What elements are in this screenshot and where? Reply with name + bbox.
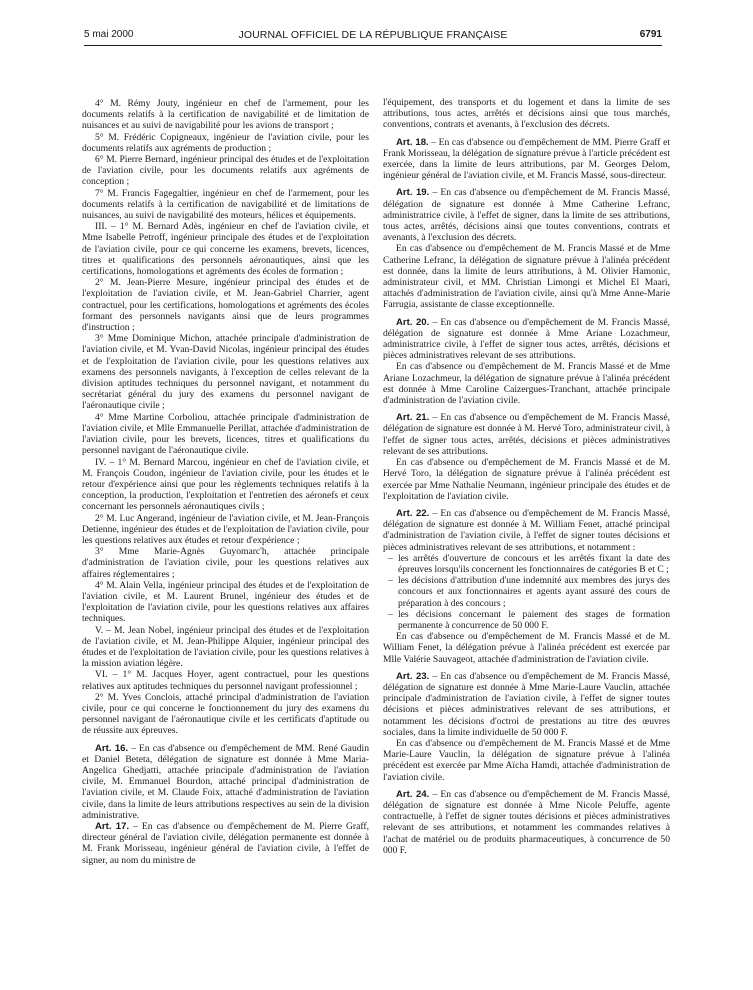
article-text: – En cas d'absence ou d'empêchement de M. Francis Massé, délégation de signature est donnée à Mme Ariane Lozachmeur, administratrice civile, à l'effet de signer tous actes, arrêtés, décisions et pièces administratives relevant de ses attributions. (383, 316, 670, 362)
journal-title: JOURNAL OFFICIEL DE LA RÉPUBLIQUE FRANÇAISE (238, 29, 508, 41)
article-text: – En cas d'absence ou d'empêchement de M. Francis Massé, délégation de signature est donnée à Mme Catherine Lefranc, administratrice civile, à l'effet de signer, dans la limite de ses attributions, tous actes, arrêtés, décisions ainsi que toutes conventions, contrats et avenants, à l'exclusion des décrets. (383, 187, 670, 244)
page-header (84, 29, 662, 43)
paragraph: 3° Mme Marie-Agnès Guyomarc'h, attachée principale d'administration de l'aviation civile, pour les questions relatives aux affaires réglementaires ; (82, 546, 369, 580)
paragraph: 7° M. Francis Fagegaltier, ingénieur en chef de l'armement, pour les documents relatifs à la certification de navigabilité et de limitations de nuisances, au suivi de navigabilité des moteurs, hélices et équipements. (82, 187, 369, 222)
article-18 (383, 137, 670, 182)
article-lead: Art. 17. (95, 821, 130, 832)
article-lead: Art. 23. (396, 670, 430, 682)
paragraph: l'équipement, des transports et du logement et dans la limite de ses attributions, tous actes, arrêtés et décisions ainsi que tous marchés, conventions, contrats et avenants, à l'exclusion des décrets. (383, 97, 670, 131)
article-21 (383, 412, 670, 457)
article-20 (383, 317, 670, 362)
article-text: – En cas d'absence ou d'empêchement de M. Pierre Graff, directeur général de l'aviation civile, délégation permanente est donnée à M. Frank Morisseau, ingénieur général de l'aviation civile, à l'effet de signer, au nom du ministre de (82, 821, 369, 866)
article-lead: Art. 18. (396, 136, 429, 148)
article-lead: Art. 22. (396, 507, 430, 519)
paragraph: VI. – 1° M. Jacques Hoyer, agent contractuel, pour les questions relatives aux aptitudes techniques du personnel navigant professionnel ; (82, 669, 369, 692)
paragraph: 3° Mme Dominique Michon, attachée principale d'administration de l'aviation civile, et M. Yvan-David Nicolas, ingénieur principal des études et de l'exploitation de l'aviation civile, pour les questions relatives aux examens des personnels navigants, à l'exception de celles relevant de la division aptitudes techniques du personnel navigant, et notamment du secrétariat général du jury des examens du personnel navigant de l'aéronautique civile ; (82, 333, 369, 412)
paragraph: V. – M. Jean Nobel, ingénieur principal des études et de l'exploitation de l'aviation civile, et M. Jean-Philippe Alquier, ingénieur principal des études et de l'exploitation de l'aviation civile, pour les questions relatives à la mission aviation légère. (82, 624, 369, 670)
paragraph: 4° M. Rémy Jouty, ingénieur en chef de l'armement, pour les documents relatifs à la certification de navigabilité et de limitation de nuisances et au suivi de navigabilité pour les avions de transport ; (82, 98, 369, 132)
issue-date: 5 mai 2000 (84, 29, 134, 40)
article-16 (82, 743, 369, 821)
list-item: – les décisions d'attribution d'une indemnité aux membres des jurys des concours et aux fonctionnaires et agents ayant assuré des cours de préparation à des concours ; (398, 575, 670, 609)
paragraph: 6° M. Pierre Bernard, ingénieur principal des études et de l'exploitation de l'aviation civile, pour les documents relatifs aux agréments de conception ; (82, 154, 369, 188)
article-23 (383, 671, 670, 738)
paragraph: En cas d'absence ou d'empêchement de M. Francis Massé et de Mme Catherine Lefranc, la délégation de signature prévue à l'alinéa précédent est donnée, dans la limite de leurs attributions, à M. Olivier Hamonic, administrateur civil, et MM. Christian Limongi et Michel El Maari, attachés d'administration de l'aviation civile, ainsi qu'à Mme Anne-Marie Farrugia, assistante de classe exceptionnelle. (383, 243, 670, 311)
article-text: – En cas d'absence ou d'empêchement de M. Francis Massé, délégation de signature est donnée à Mme Marie-Laure Vauclin, attachée principale d'administration de l'aviation civile, à l'effet de signer toutes décisions et pièces administratives relevant de ses attributions, et notamment les décisions d'octroi de prestations au titre des œuvres sociales, dans la limite individuelle de 50 000 F. (383, 670, 670, 738)
article-lead: Art. 16. (95, 742, 129, 754)
right-column (383, 97, 670, 856)
paragraph: III. – 1° M. Bernard Adès, ingénieur en chef de l'aviation civile, et Mme Isabelle Petroff, ingénieur principale des études et de l'exploitation de l'aviation civile, pour ce qui concerne les examens, brevets, licences, titres et qualifications des personnels aéronautiques, ainsi que les certifications, homologations et agréments des écoles de formation ; (82, 221, 369, 278)
article-22 (383, 508, 670, 553)
article-text: – En cas d'absence ou d'empêchement de MM. Pierre Graff et Frank Morisseau, la délégation de signature prévue à l'article précédent est exercée, dans la limite de leurs attributions, par M. Georges Delom, ingénieur général de l'aviation civile, et M. Francis Massé, sous-directeur. (383, 136, 671, 182)
article-lead: Art. 20. (396, 316, 430, 328)
article-17 (82, 821, 369, 866)
paragraph: 5° M. Frédéric Copigneaux, ingénieur de l'aviation civile, pour les documents relatifs aux agréments de production ; (82, 131, 369, 154)
article-22-list (383, 553, 670, 631)
article-text: – En cas d'absence ou d'empêchement de MM. René Gaudin et Daniel Beteta, délégation de signature est donnée à Mme Maria-Angelica Ghedjatti, attachée principale d'administration de l'aviation civile, M. Emmanuel Bourdon, attaché principal d'administration de l'aviation civile, et M. Claude Foix, attaché d'administration de l'aviation civile, dans la limite de leurs attributions respectives au sein de la division administrative. (82, 742, 369, 821)
article-text: – En cas d'absence ou d'empêchement de M. Francis Massé, délégation de signature est donnée à M. Hervé Toro, administrateur civil, à l'effet de signer tous actes, arrêtés, décisions et pièces administratives relevant de ses attributions. (383, 412, 670, 457)
paragraph: IV. – 1° M. Bernard Marcou, ingénieur en chef de l'aviation civile, et M. François Coudon, ingénieur de l'aviation civile, pour les études et le retour d'expérience ainsi que pour les règlements techniques relatifs à la conception, la production, l'exploitation et l'entretien des aéronefs et ceux concernant les personnels aéronautiques civils ; (82, 456, 369, 513)
list-item: – les décisions concernant le paiement des stages de formation permanente à concurrence de 50 000 F. (398, 609, 670, 631)
article-lead: Art. 19. (396, 187, 430, 199)
header-rule (84, 45, 662, 46)
page-number: 6791 (639, 29, 662, 40)
paragraph: En cas d'absence ou d'empêchement de M. Francis Massé et de M. William Fenet, la délégation prévue à l'alinéa précédent est exercée par Mlle Valérie Sauvageot, attachée d'administration de l'aviation civile. (383, 631, 670, 665)
article-19 (383, 187, 670, 243)
article-24 (383, 789, 670, 856)
paragraph: En cas d'absence ou d'empêchement de M. Francis Massé et de Mme Ariane Lozachmeur, la délégation de signature prévue à l'alinéa précédent est donnée à Mme Caroline Caizergues-Tranchant, attachée principale d'administration de l'aviation civile. (383, 361, 670, 407)
article-text: – En cas d'absence ou d'empêchement de M. Francis Massé, délégation de signature est donnée à M. William Fenet, attaché principal d'administration de l'aviation civile, à l'effet de signer toutes décisions et pièces administratives relevant de ses attributions, et notamment : (383, 507, 670, 553)
article-lead: Art. 24. (396, 788, 430, 800)
paragraph: 4° Mme Martine Corboliou, attachée principale d'administration de l'aviation civile, et Mlle Emmanuelle Perillat, attachée d'administration de l'aviation civile, pour les brevets, licences, titres et qualifications du personnel navigant de l'aéronautique civile. (82, 411, 369, 457)
paragraph: 2° M. Yves Conclois, attaché principal d'administration de l'aviation civile, pour ce qui concerne le fonctionnement du jury des examens du personnel navigant de l'aéronautique civile et les certificats d'aptitude ou de réussite aux épreuves. (82, 691, 369, 737)
article-text: – En cas d'absence ou d'empêchement de M. Francis Massé, délégation de signature est donnée à Mme Nicole Peluffe, agente contractuelle, à l'effet de signer toutes décisions et pièces administratives relevant de ses attributions, et notamment les commandes relatives à l'achat de matériel ou de produits pharmaceutiques, à concurrence de 50 000 F. (383, 788, 670, 856)
article-lead: Art. 21. (396, 412, 430, 424)
paragraph: En cas d'absence ou d'empêchement de M. Francis Massé et de Mme Marie-Laure Vauclin, la délégation de signature prévue à l'alinéa précédent est exercée par Mme Aïcha Hamdi, attachée d'administration de l'aviation civile. (383, 737, 670, 783)
paragraph: 2° M. Luc Angerand, ingénieur de l'aviation civile, et M. Jean-François Detienne, ingénieur des études et de l'exploitation de l'aviation civile, pour les questions relatives aux études et retour d'expérience ; (82, 512, 369, 546)
left-column (82, 98, 369, 866)
paragraph: 4° M. Alain Vella, ingénieur principal des études et de l'exploitation de l'aviation civile, et M. Laurent Brunel, ingénieur des études et de l'exploitation de l'aviation civile, pour les questions relatives aux affaires techniques. (82, 579, 369, 625)
paragraph: 2° M. Jean-Pierre Mesure, ingénieur principal des études et de l'exploitation de l'aviation civile, et M. Jean-Gabriel Charrier, agent contractuel, pour les certifications, homologations et agréments des écoles formant des personnels navigants ainsi que de leurs programmes d'instruction ; (82, 277, 369, 334)
list-item: – les arrêtés d'ouverture de concours et les arrêtés fixant la date des épreuves lorsqu'ils concernent les fonctionnaires de catégories B et C ; (398, 553, 670, 575)
paragraph: En cas d'absence ou d'empêchement de M. Francis Massé et de M. Hervé Toro, la délégation de signature prévue à l'alinéa précédent est exercée par Mme Nathalie Neumann, ingénieur principale des études et de l'exploitation de l'aviation civile. (383, 457, 670, 502)
